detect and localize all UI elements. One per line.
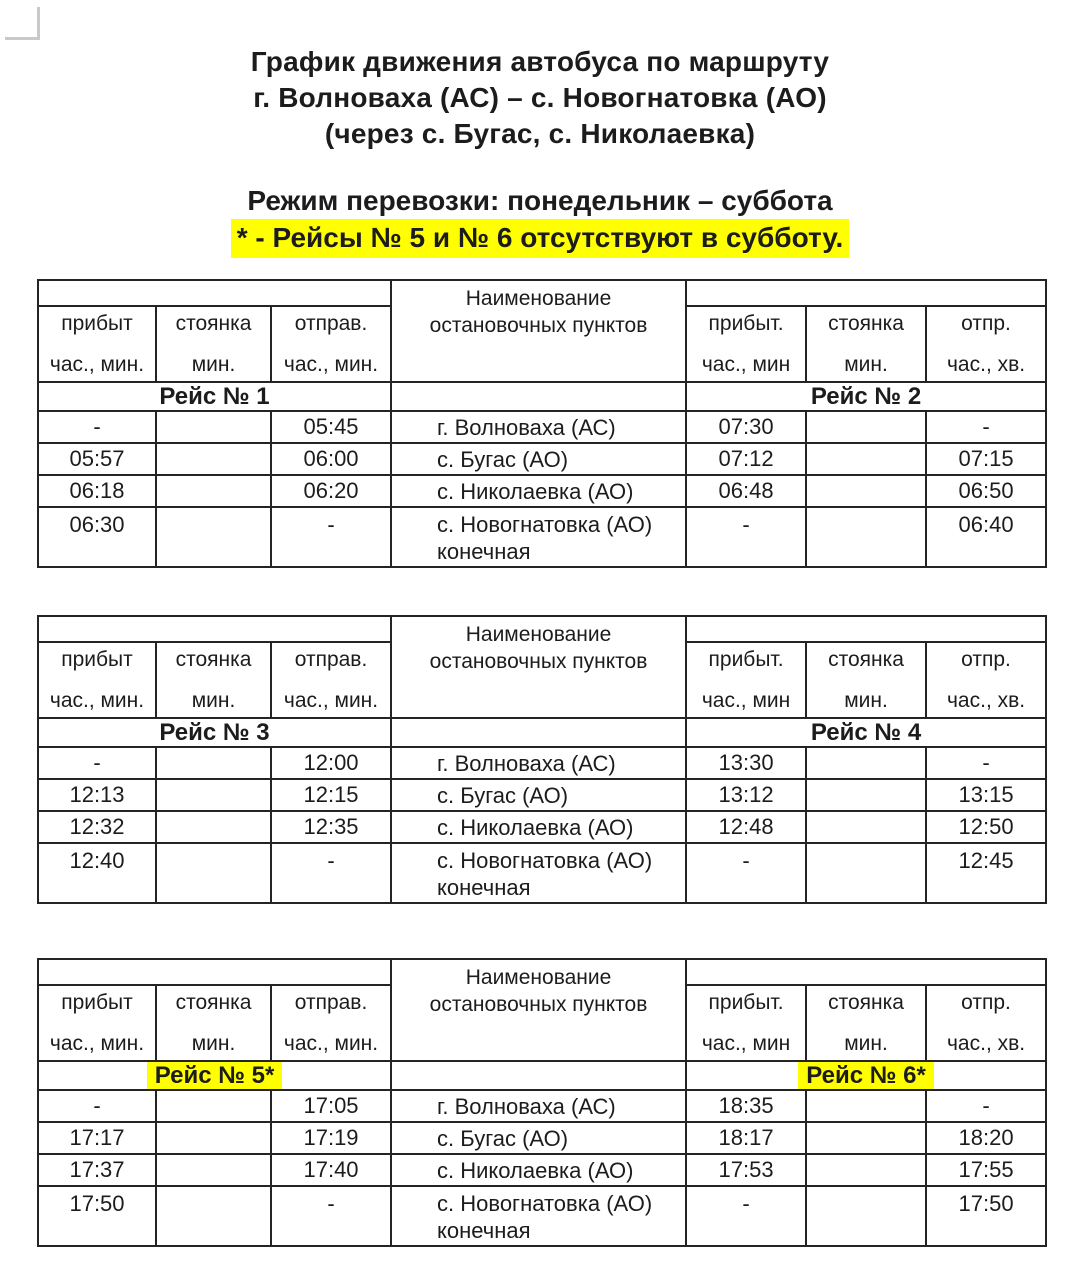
stopover-cell [806,1090,926,1122]
station-header-line-2: остановочных пунктов [429,650,648,673]
right-arrive-column-header [686,642,806,718]
station-header-line-1: Наименование [465,287,612,310]
stopover-cell [806,1186,926,1246]
depart-time-cell: 12:50 [926,811,1046,843]
arrive-time-cell: 18:35 [686,1090,806,1122]
left-depart-column-header [271,985,391,1061]
left-arrive-label: прибыт [61,648,133,671]
saturday-note-line [0,219,1080,260]
left-arrive-units: час., мин. [49,1032,145,1055]
arrive-time-cell: 12:32 [38,811,156,843]
arrive-time-cell: 05:57 [38,443,156,475]
stopover-cell [806,779,926,811]
trip-5-header-cell [38,1061,391,1090]
page-title-line-1: График движения автобуса по маршруту [250,46,830,77]
stopover-cell [806,1154,926,1186]
trip-row-station-spacer [391,718,686,747]
left-depart-label: отправ. [294,991,368,1014]
page-corner-mark-vertical [37,7,40,40]
trip-1-label: Рейс № 1 [159,383,270,410]
station-name-line-1: с. Новогнатовка (АО) [437,512,653,537]
arrive-time-cell: 13:30 [686,747,806,779]
right-depart-column-header [926,985,1046,1061]
depart-time-cell: - [271,843,391,903]
header-spacer-left [38,280,391,306]
stopover-cell [806,507,926,567]
stopover-cell [156,443,271,475]
right-depart-units: час., хв. [946,1032,1026,1055]
station-name-line-1: с. Новогнатовка (АО) [437,1191,653,1216]
document-header [0,0,1080,260]
arrive-time-cell: - [38,1090,156,1122]
stopover-cell [806,443,926,475]
arrive-time-cell: 06:48 [686,475,806,507]
left-stop-label: стоянка [175,648,252,671]
header-spacer-right [686,616,1046,642]
left-stop-units: мин. [191,1032,236,1055]
trip-3-header-cell [38,718,391,747]
station-cell: с. Николаевка (АО) [391,811,686,843]
trip-4-label: Рейс № 4 [810,719,922,746]
left-depart-units: час., мин. [283,1032,379,1055]
left-stop-units: мин. [191,353,236,376]
station-cell: г. Волноваха (АС) [391,1090,686,1122]
stopover-cell [156,843,271,903]
service-days-subtitle: Режим перевозки: понедельник – суббота [247,185,833,216]
header-spacer-right [686,959,1046,985]
right-arrive-label: прибыт. [708,648,784,671]
trip-row-station-spacer [391,382,686,411]
left-depart-label: отправ. [294,648,368,671]
stopover-cell [156,747,271,779]
right-depart-units: час., хв. [946,689,1026,712]
left-stop-label: стоянка [175,991,252,1014]
depart-time-cell: - [926,1090,1046,1122]
station-cell: с. Николаевка (АО) [391,1154,686,1186]
depart-time-cell: - [926,411,1046,443]
schedule-table-2 [37,615,1047,904]
left-depart-units: час., мин. [283,689,379,712]
depart-time-cell: 06:40 [926,507,1046,567]
arrive-time-cell: - [686,507,806,567]
station-cell: с. Бугас (АО) [391,1122,686,1154]
arrive-time-cell: 17:37 [38,1154,156,1186]
arrive-time-cell: 18:17 [686,1122,806,1154]
right-depart-label: отпр. [961,991,1011,1014]
trip-2-label: Рейс № 2 [810,383,922,410]
left-stop-column-header [156,642,271,718]
left-depart-label: отправ. [294,312,368,335]
depart-time-cell: 17:50 [926,1186,1046,1246]
stopover-cell [156,1186,271,1246]
depart-time-cell: 17:40 [271,1154,391,1186]
arrive-time-cell: 07:12 [686,443,806,475]
right-depart-units: час., хв. [946,353,1026,376]
right-arrive-units: час., мин [701,689,791,712]
left-arrive-label: прибыт [61,991,133,1014]
depart-time-cell: 07:15 [926,443,1046,475]
stopover-cell [806,747,926,779]
depart-time-cell: 18:20 [926,1122,1046,1154]
depart-time-cell: - [926,747,1046,779]
depart-time-cell: 12:35 [271,811,391,843]
trip-6-label-highlighted: Рейс № 6* [798,1061,934,1090]
depart-time-cell: 17:55 [926,1154,1046,1186]
right-stop-units: мин. [844,689,888,712]
station-cell: г. Волноваха (АС) [391,411,686,443]
station-name-line-1: с. Новогнатовка (АО) [437,848,653,873]
page-title-line-3: (через с. Бугас, с. Николаевка) [324,118,756,149]
station-cell [391,507,686,567]
arrive-time-cell: 07:30 [686,411,806,443]
right-depart-label: отпр. [961,648,1011,671]
arrive-time-cell: 12:13 [38,779,156,811]
right-arrive-column-header [686,985,806,1061]
saturday-note-highlighted: * - Рейсы № 5 и № 6 отсутствуют в субботу. [231,219,850,258]
depart-time-cell: 13:15 [926,779,1046,811]
stopover-cell [806,811,926,843]
station-column-header [391,959,686,1061]
page-corner-mark-horizontal [5,37,40,40]
header-spacer-left [38,616,391,642]
arrive-time-cell: 17:17 [38,1122,156,1154]
station-name-line-2: конечная [437,1218,531,1243]
right-stop-units: мин. [844,1032,888,1055]
depart-time-cell: 17:19 [271,1122,391,1154]
stopover-cell [156,1090,271,1122]
right-stop-column-header [806,306,926,382]
right-stop-label: стоянка [828,648,904,671]
stopover-cell [156,507,271,567]
station-cell [391,843,686,903]
right-arrive-units: час., мин [701,1032,791,1055]
left-depart-column-header [271,306,391,382]
right-stop-label: стоянка [828,312,904,335]
station-header-line-1: Наименование [465,966,612,989]
stopover-cell [806,475,926,507]
trip-2-header-cell [686,382,1046,411]
station-cell [391,1186,686,1246]
station-cell: г. Волноваха (АС) [391,747,686,779]
page-title-line-2: г. Волноваха (АС) – с. Новогнатовка (АО) [253,82,827,113]
left-depart-column-header [271,642,391,718]
stopover-cell [156,779,271,811]
stopover-cell [806,1122,926,1154]
left-arrive-label: прибыт [61,312,133,335]
right-depart-column-header [926,306,1046,382]
station-cell: с. Николаевка (АО) [391,475,686,507]
trip-row-station-spacer [391,1061,686,1090]
left-stop-column-header [156,306,271,382]
trip-5-label-highlighted: Рейс № 5* [147,1061,283,1090]
schedule-table-3 [37,958,1047,1247]
depart-time-cell: 06:00 [271,443,391,475]
arrive-time-cell: 06:18 [38,475,156,507]
left-arrive-column-header [38,306,156,382]
right-arrive-column-header [686,306,806,382]
stopover-cell [156,411,271,443]
arrive-time-cell: 12:48 [686,811,806,843]
right-depart-column-header [926,642,1046,718]
depart-time-cell: 06:20 [271,475,391,507]
arrive-time-cell: 17:53 [686,1154,806,1186]
trip-1-header-cell [38,382,391,411]
station-column-header [391,280,686,382]
station-header-line-2: остановочных пунктов [429,993,648,1016]
right-depart-label: отпр. [961,312,1011,335]
arrive-time-cell: - [38,411,156,443]
station-header-line-1: Наименование [465,623,612,646]
trip-6-header-cell [686,1061,1046,1090]
depart-time-cell: - [271,507,391,567]
arrive-time-cell: 06:30 [38,507,156,567]
station-cell: с. Бугас (АО) [391,443,686,475]
header-spacer-left [38,959,391,985]
depart-time-cell: 12:00 [271,747,391,779]
schedule-table-1 [37,279,1047,568]
depart-time-cell: 06:50 [926,475,1046,507]
right-arrive-label: прибыт. [708,991,784,1014]
right-stop-column-header [806,985,926,1061]
arrive-time-cell: - [38,747,156,779]
header-spacer-right [686,280,1046,306]
right-arrive-units: час., мин [701,353,791,376]
stopover-cell [156,1154,271,1186]
arrive-time-cell: - [686,843,806,903]
arrive-time-cell: 17:50 [38,1186,156,1246]
stopover-cell [806,411,926,443]
depart-time-cell: 12:45 [926,843,1046,903]
right-arrive-label: прибыт. [708,312,784,335]
station-cell: с. Бугас (АО) [391,779,686,811]
trip-3-label: Рейс № 3 [159,719,270,746]
left-arrive-column-header [38,985,156,1061]
stopover-cell [156,475,271,507]
station-header-line-2: остановочных пунктов [429,314,648,337]
right-stop-column-header [806,642,926,718]
right-stop-label: стоянка [828,991,904,1014]
left-stop-column-header [156,985,271,1061]
arrive-time-cell: 12:40 [38,843,156,903]
depart-time-cell: - [271,1186,391,1246]
left-stop-label: стоянка [175,312,252,335]
left-depart-units: час., мин. [283,353,379,376]
depart-time-cell: 17:05 [271,1090,391,1122]
left-arrive-units: час., мин. [49,353,145,376]
left-arrive-units: час., мин. [49,689,145,712]
arrive-time-cell: - [686,1186,806,1246]
left-stop-units: мин. [191,689,236,712]
depart-time-cell: 05:45 [271,411,391,443]
left-arrive-column-header [38,642,156,718]
trip-4-header-cell [686,718,1046,747]
stopover-cell [156,811,271,843]
stopover-cell [156,1122,271,1154]
station-column-header [391,616,686,718]
station-name-line-2: конечная [437,875,531,900]
station-name-line-2: конечная [437,539,531,564]
right-stop-units: мин. [844,353,888,376]
depart-time-cell: 12:15 [271,779,391,811]
arrive-time-cell: 13:12 [686,779,806,811]
stopover-cell [806,843,926,903]
